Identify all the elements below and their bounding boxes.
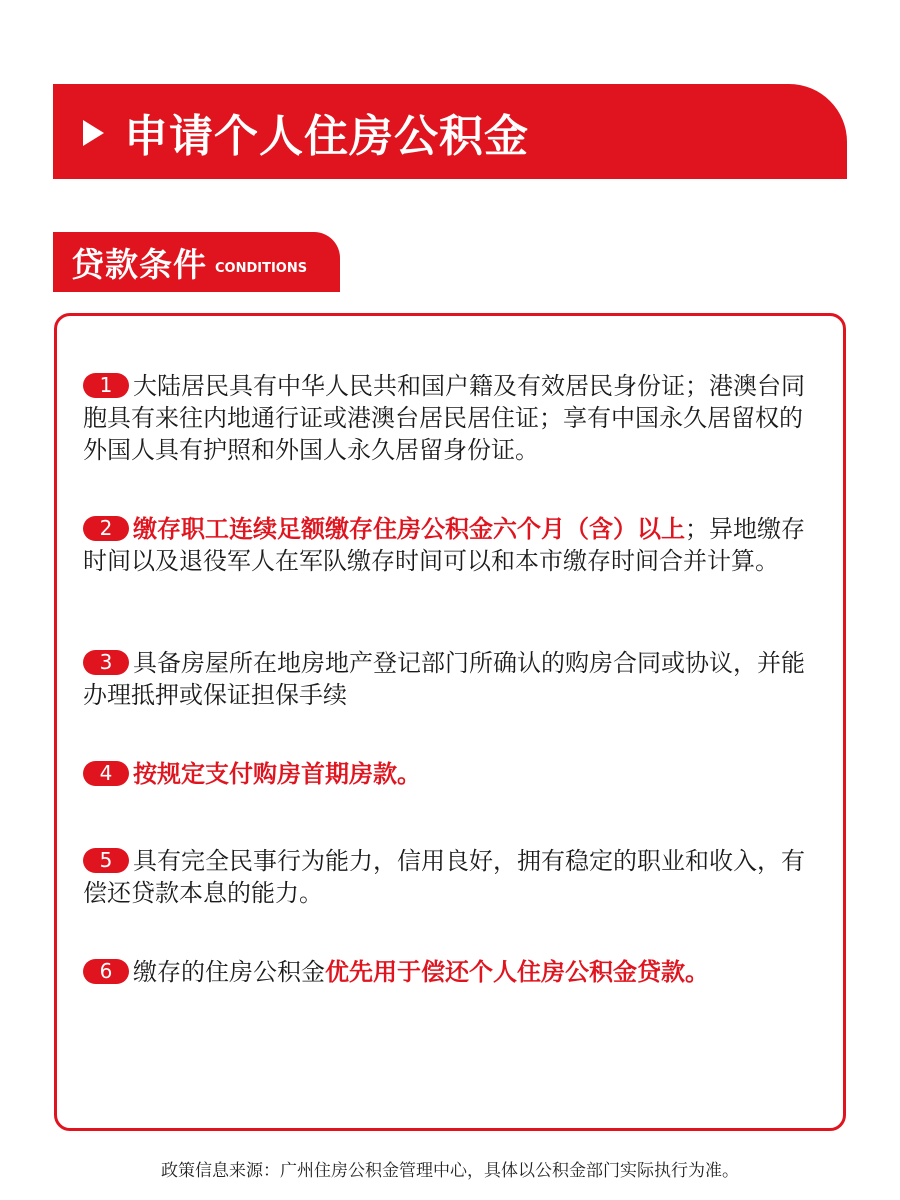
page-title: 申请个人住房公积金 [124, 110, 529, 162]
condition-text: 大陆居民具有中华人民共和国户籍及有效居民身份证；港澳台同胞具有来往内地通行证或港澳台居民居住证；享有中国永久居留权的外国人具有护照和外国人永久居留身份证。 [83, 372, 805, 464]
condition-item-1 [83, 370, 823, 466]
section-subtitle: CONDITIONS [215, 260, 308, 276]
number-badge: 2 [83, 516, 129, 541]
condition-text: 具备房屋所在地房地产登记部门所确认的购房合同或协议，并能办理抵押或保证担保手续 [83, 649, 805, 709]
source-footnote: 政策信息来源：广州住房公积金管理中心，具体以公积金部门实际执行为准。 [161, 1161, 739, 1181]
play-triangle-icon [83, 120, 104, 146]
condition-item-5 [83, 845, 823, 909]
condition-item-6 [83, 956, 823, 988]
number-badge: 3 [83, 650, 129, 675]
condition-item-3 [83, 647, 823, 711]
condition-text: ；异地缴存时间以及退役军人在军队缴存时间可以和本市缴存时间合并计算。 [83, 515, 805, 575]
condition-text: 缴存的住房公积金 [133, 958, 325, 986]
number-badge: 6 [83, 959, 129, 984]
condition-highlight: 按规定支付购房首期房款。 [133, 760, 421, 788]
condition-item-4 [83, 758, 823, 790]
condition-highlight: 优先用于偿还个人住房公积金贷款。 [325, 958, 709, 986]
number-badge: 5 [83, 848, 129, 873]
section-title: 贷款条件 [71, 244, 207, 284]
number-badge: 1 [83, 373, 129, 398]
condition-item-2 [83, 513, 823, 577]
page-title-bar [53, 84, 847, 179]
condition-text: 具有完全民事行为能力，信用良好，拥有稳定的职业和收入，有偿还贷款本息的能力。 [83, 847, 805, 907]
section-header-conditions [53, 232, 340, 292]
condition-highlight: 缴存职工连续足额缴存住房公积金六个月（含）以上 [133, 515, 685, 543]
number-badge: 4 [83, 761, 129, 786]
